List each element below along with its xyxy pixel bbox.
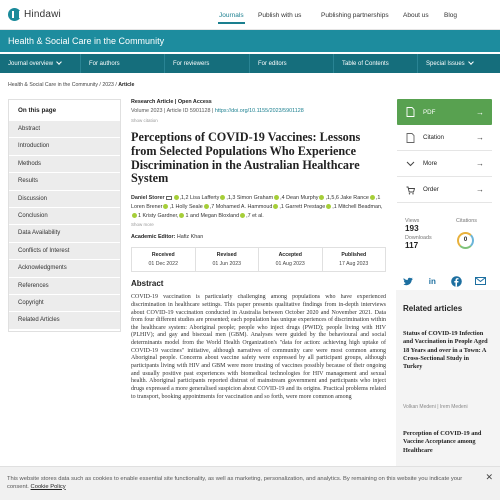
cookie-policy-link[interactable]: Cookie Policy [30,483,66,490]
subnav-for-editors[interactable]: For editors [258,60,287,67]
logo-text: Hindawi [24,9,61,20]
date-label: Received [151,252,175,259]
nav-active-indicator [218,22,245,24]
article-dates [131,247,386,272]
author-name[interactable]: ,1 Loren Brener [131,195,381,211]
arrow-right-icon: → [476,185,484,194]
divider [417,54,418,73]
twitter-bird-shape [403,277,414,286]
order-label: Order [423,186,439,193]
divider [80,54,81,73]
toc-item-related-articles[interactable]: Related Articles [9,311,120,328]
date-revised [196,248,260,271]
divider [164,54,165,73]
orcid-icon[interactable] [240,213,245,218]
downloads-count: 117 [405,241,419,250]
date-label: Published [341,252,367,259]
related-article-title[interactable]: Status of COVID-19 Infection and Vaccination in People Aged 18 Years and over in a Town: A Cross-Sectional Study in Turkey [403,330,488,371]
toc-heading: On this page [18,107,57,114]
envelope-shape [475,277,486,285]
email-share-icon[interactable] [475,275,487,287]
subnav-for-reviewers[interactable]: For reviewers [173,60,210,67]
author-list [131,194,386,221]
author-etal: ,7 et al. [246,213,264,220]
author-name[interactable]: ,4 Dean Murphy [280,195,319,202]
orcid-icon[interactable] [274,195,279,200]
more-label: More [423,160,438,167]
orcid-icon[interactable] [204,204,209,209]
breadcrumb-year[interactable]: 2023 [102,82,114,88]
downloads-label: Downloads [405,235,432,241]
views-label: Views [405,218,420,224]
chevron-down-icon [56,59,62,65]
breadcrumb-separator: / [115,82,119,88]
orcid-icon[interactable] [179,213,184,218]
pdf-icon [406,107,415,117]
date-value: 17 Aug 2023 [339,261,369,268]
nav-journals[interactable]: Journals [219,12,244,19]
linkedin-icon[interactable]: in [428,276,436,286]
article-title: Perceptions of COVID-19 Vaccines: Lessons from Selected Populations Who Experience Discrimination in the Australian Healthcare System [131,130,361,186]
subnav-for-authors[interactable]: For authors [89,60,120,67]
breadcrumb-separator: / [99,82,103,88]
more-button[interactable] [397,151,492,177]
article-type: Research Article | Open Access [131,99,212,105]
citation-label: Citation [423,134,444,141]
chevron-down-icon [468,59,474,65]
academic-editor [131,234,386,240]
cookie-message [7,476,477,491]
toc-item-methods[interactable]: Methods [9,155,120,172]
toc-item-copyright[interactable]: Copyright [9,294,120,311]
editor-label: Academic Editor: [131,234,176,241]
author-name[interactable]: ,1 Mitchell Beadman, [332,204,383,211]
hindawi-logo[interactable] [8,8,61,21]
pdf-label: PDF [423,108,436,116]
article-volume: Volume 2023 | Article ID 5901128 | [131,108,215,114]
nav-about-us[interactable]: About us [403,12,429,19]
orcid-icon[interactable] [132,213,137,218]
orcid-icon[interactable] [220,195,225,200]
related-article-authors: Volkan Medeni | Irem Medeni [403,404,468,410]
orcid-icon[interactable] [174,195,179,200]
date-value: 01 Aug 2023 [275,261,305,268]
journal-banner [0,30,500,52]
abstract-heading: Abstract [131,279,164,289]
citations-badge[interactable] [457,232,474,249]
breadcrumb [8,82,134,88]
toc-item-data-availability[interactable]: Data Availability [9,224,120,241]
date-value: 01 Jun 2023 [212,261,242,268]
date-value: 01 Dec 2022 [148,261,178,268]
journal-subnav [0,54,500,73]
abstract-text: COVID-19 vaccination is particularly challenging among populations who have experienced discrimination in healthcare settings. This paper presents qualitative findings from in-depth interviews about COVID-19 vaccination conducted in Australia between October 2020 and November 2021. Data from four different studies are presented; each population has unique experiences of discrimination within the healthcare system: Aboriginal people; people who inject drugs (PWID); people living with HIV (PLHIV); and gay and bisexual men (GBM). Analyses were guided by the behavioural and social determinants model from the World Health Organization's "data for action: achieving high uptake of COVID-19 vaccines" initiative, although narratives of community care were most common among Aboriginal people. Concerns about vaccine safety were expressed by all participant groups, although participants living with HIV and GBM were more trusting of vaccines possibly because of their ongoing and usually positive past experiences with biomedical technologies for HIV management and sexual health. Aboriginal participants reported distrust of mainstream government and participants who inject drugs expressed a more generalised suspicion about COVID-19 and its origins. Practical problems related to transport, booking appointments for vaccination and so forth, were more common among [131,294,386,400]
related-articles-heading: Related articles [403,304,463,313]
journal-title[interactable]: Health & Social Care in the Community [8,36,165,46]
date-accepted [259,248,323,271]
article-actions-sidebar [397,99,492,454]
orcid-icon[interactable] [326,204,331,209]
author-name[interactable]: ,1,3 Simon Graham [226,195,274,202]
author-name[interactable]: ,7 Mohamed A. Hammoud [209,204,273,211]
hindawi-logo-icon [8,8,21,21]
toc-item-discussion[interactable]: Discussion [9,190,120,207]
cart-icon [406,185,415,195]
related-article-title[interactable]: Perception of COVID-19 and Vaccine Acceptance among Healthcare [403,430,482,454]
nav-publish-with-us[interactable]: Publish with us [258,12,302,19]
author-name[interactable]: ,1 Garrett Prestage [279,204,326,211]
arrow-right-icon: → [476,159,484,168]
date-label: Revised [216,252,237,259]
email-icon[interactable] [166,196,172,200]
date-received [132,248,196,271]
author-name[interactable]: ,1,2 Lisa Lafferty [179,195,220,202]
toc-item-results[interactable]: Results [9,172,120,189]
author-name[interactable]: ,1,5,6 Jake Rance [325,195,369,202]
cookie-text: This website stores data such as cookies to enable essential site functionality, as well as marketing, personalization, and analytics. By remaining on this website you indicate your consent. [7,476,463,490]
date-label: Accepted [278,252,302,259]
orcid-icon[interactable] [319,195,324,200]
downloads-metric [405,235,432,250]
pdf-button[interactable] [397,99,492,125]
nav-publishing-partnerships[interactable]: Publishing partnerships [321,12,389,19]
divider [249,54,250,73]
views-count: 193 [405,224,419,233]
toc-item-acknowledgments[interactable]: Acknowledgments [9,259,120,276]
orcid-icon[interactable] [273,204,278,209]
subnav-label: Journal overview [8,60,54,67]
citation-icon [406,133,415,143]
citation-button[interactable] [397,125,492,151]
top-header [0,0,500,30]
twitter-icon[interactable] [402,275,414,287]
chevron-down-icon [406,159,415,169]
subnav-special-issues[interactable] [426,54,473,73]
breadcrumb-journal[interactable]: Health & Social Care in the Community [8,82,98,88]
toc-item-conclusion[interactable]: Conclusion [9,207,120,224]
toc-item-introduction[interactable]: Introduction [9,137,120,154]
show-citation-link[interactable]: Show citation [131,118,158,123]
orcid-icon[interactable] [163,204,168,209]
article-volume-line [131,108,386,114]
toc-item-conflicts-of-interest[interactable]: Conflicts of Interest [9,242,120,259]
article-metrics [397,218,492,258]
nav-blog[interactable]: Blog [444,12,458,19]
citations-label: Citations [456,218,477,224]
facebook-icon[interactable] [451,275,463,287]
toc-item-abstract[interactable]: Abstract [9,120,120,137]
divider [333,54,334,73]
orcid-icon[interactable] [370,195,375,200]
breadcrumb-current: Article [118,82,135,88]
subnav-journal-overview[interactable] [8,54,61,73]
views-metric [405,218,419,233]
order-button[interactable] [397,177,492,203]
author-name[interactable]: 1 and Megan Bloxland [185,213,240,220]
arrow-right-icon: → [476,133,484,142]
doi-link[interactable]: https://doi.org/10.1155/2023/5901128 [214,108,304,114]
subnav-label: Special Issues [426,60,465,67]
citations-count: 0 [463,237,468,243]
close-icon[interactable]: ✕ [485,472,493,482]
author-name[interactable]: Daniel Storer [131,195,165,202]
toc-item-references[interactable]: References [9,277,120,294]
on-this-page-panel [8,99,121,332]
editor-name: Hafiz Khan [176,234,204,241]
facebook-shape [451,276,462,287]
date-published [323,248,386,271]
show-more-authors[interactable]: Show more [131,222,154,228]
article-main [131,99,386,464]
subnav-table-of-contents[interactable]: Table of Contents [342,60,389,67]
cookie-banner [0,466,500,500]
arrow-right-icon: → [476,107,484,117]
share-icons [397,275,492,287]
author-name[interactable]: ,1 Holly Seale [169,204,203,211]
author-name[interactable]: 1 Kristy Gardner, [138,213,179,220]
